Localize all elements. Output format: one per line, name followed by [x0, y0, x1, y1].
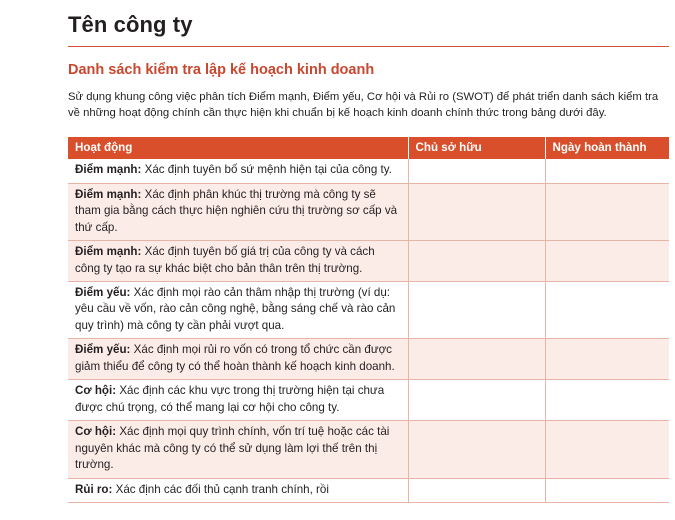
- cell-owner[interactable]: [408, 183, 545, 240]
- cell-activity: [68, 241, 408, 282]
- activity-text: Xác định mọi rào cản thâm nhập thị trường (ví dụ: yêu cầu về vốn, rào cản công nghệ, bằng sáng chế và rào cản quy trình) mà công ty cần phải vượt qua.: [75, 285, 396, 332]
- table-header-row: [68, 137, 669, 159]
- title-divider: [68, 46, 669, 47]
- table-row: [68, 159, 669, 183]
- column-header-activity: Hoạt động: [68, 137, 408, 159]
- activity-text: Xác định các đối thủ cạnh tranh chính, rồi: [112, 482, 329, 496]
- activity-text: Xác định phân khúc thị trường mà công ty sẽ tham gia bằng cách thực hiện nghiên cứu thị trường sơ cấp và thứ cấp.: [75, 187, 398, 234]
- cell-owner[interactable]: [408, 478, 545, 502]
- column-header-owner: Chủ sở hữu: [408, 137, 545, 159]
- cell-date[interactable]: [545, 241, 669, 282]
- table-row: [68, 339, 669, 380]
- activity-text: Xác định tuyên bố sứ mệnh hiện tại của công ty.: [141, 163, 392, 177]
- activity-category: Cơ hội:: [75, 384, 117, 398]
- table-row: [68, 478, 669, 502]
- cell-owner[interactable]: [408, 421, 545, 478]
- document-subtitle: Danh sách kiểm tra lập kế hoạch kinh doanh: [68, 62, 375, 79]
- cell-activity: [68, 421, 408, 478]
- cell-date[interactable]: [545, 339, 669, 380]
- activity-text: Xác định tuyên bố giá trị của công ty và cách công ty tạo ra sự khác biệt cho bản thân trên thị trường.: [75, 245, 375, 275]
- activity-category: Điểm mạnh:: [75, 187, 142, 201]
- cell-date[interactable]: [545, 380, 669, 421]
- activity-text: Xác định mọi quy trình chính, vốn trí tuệ hoặc các tài nguyên khác mà công ty có thể sử dụng làm lợi thế trên thị trường.: [75, 425, 390, 472]
- activity-category: Cơ hội:: [75, 425, 117, 439]
- page-title: Tên công ty: [68, 12, 193, 37]
- table-row: [68, 241, 669, 282]
- activity-category: Điểm mạnh:: [75, 245, 142, 259]
- cell-date[interactable]: [545, 478, 669, 502]
- activity-category: Điểm yếu:: [75, 285, 131, 299]
- activity-text: Xác định mọi rủi ro vốn có trong tổ chức cần được giảm thiểu để công ty có thể hoàn thành kế hoạch kinh doanh.: [75, 343, 395, 373]
- cell-owner[interactable]: [408, 159, 545, 183]
- cell-owner[interactable]: [408, 339, 545, 380]
- cell-owner[interactable]: [408, 281, 545, 338]
- table-body: [68, 159, 669, 502]
- cell-date[interactable]: [545, 281, 669, 338]
- table-row: [68, 281, 669, 338]
- table-row: [68, 380, 669, 421]
- table-row: [68, 183, 669, 240]
- activity-category: Điểm mạnh:: [75, 163, 142, 177]
- cell-date[interactable]: [545, 159, 669, 183]
- cell-activity: [68, 183, 408, 240]
- cell-date[interactable]: [545, 183, 669, 240]
- checklist-table: [68, 137, 669, 503]
- table-header: [68, 137, 669, 159]
- cell-activity: [68, 281, 408, 338]
- activity-category: Rủi ro:: [75, 482, 113, 496]
- cell-owner[interactable]: [408, 241, 545, 282]
- table-row: [68, 421, 669, 478]
- document-content: [68, 0, 669, 503]
- activity-category: Điểm yếu:: [75, 343, 131, 357]
- activity-text: Xác định các khu vực trong thị trường hiện tại chưa được chú trọng, có thể mang lại cơ hội cho công ty.: [75, 384, 385, 414]
- cell-activity: [68, 159, 408, 183]
- cell-activity: [68, 339, 408, 380]
- cell-activity: [68, 478, 408, 502]
- cell-activity: [68, 380, 408, 421]
- intro-paragraph: Sử dụng khung công việc phân tích Điểm mạnh, Điểm yếu, Cơ hội và Rủi ro (SWOT) để phát triển danh sách kiểm tra về những hoạt động chính cần thực hiện khi chuẩn bị kế hoạch kinh doanh chính thức trong bảng dưới đây.: [68, 90, 659, 119]
- cell-date[interactable]: [545, 421, 669, 478]
- cell-owner[interactable]: [408, 380, 545, 421]
- column-header-date: Ngày hoàn thành: [545, 137, 669, 159]
